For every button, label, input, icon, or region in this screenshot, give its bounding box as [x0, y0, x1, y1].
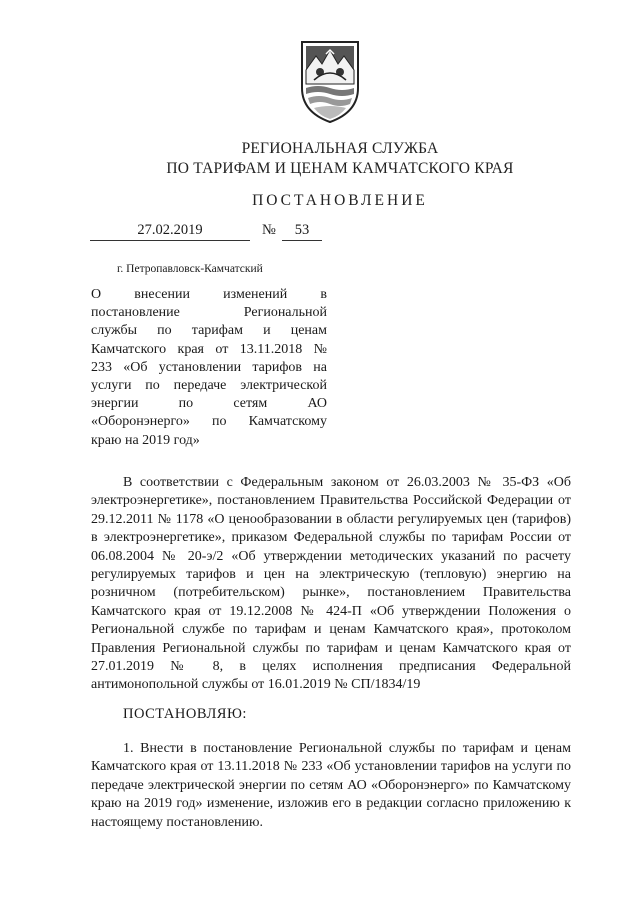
subject-line: О внесении изменений в	[91, 287, 327, 302]
preamble-line: В соответствии с Федеральным законом от 26.03.2003 № 35-ФЗ «Об	[123, 475, 571, 490]
preamble-paragraph	[91, 474, 571, 695]
preamble-line: 27.01.2019 № 8, в целях исполнения предписания Федеральной	[91, 659, 571, 675]
preamble-line: 06.08.2004 № 20-э/2 «Об утверждении методических указаний по расчету	[91, 548, 571, 564]
preamble-line: розничном (потребительском) рынке», постановлением Правительства	[91, 585, 571, 601]
preamble-line: регулируемых тарифов и цен на электрическую (тепловую) энергию на	[91, 567, 571, 583]
preamble-line: 29.12.2011 № 1178 «О ценообразовании в области регулируемых цен (тарифов)	[91, 511, 571, 527]
subject-line: 233 «Об установлении тарифов на	[91, 359, 327, 375]
subject-line: энергии по сетям АО	[91, 396, 327, 412]
subject-line: службы по тарифам и ценам	[91, 323, 327, 339]
subject-line: краю на 2019 год»	[91, 432, 200, 448]
preamble-line: Региональной службе по тарифам и ценам Камчатского края», протоколом	[91, 622, 571, 638]
preamble-line: электроэнергетике», постановлением Правительства Российской Федерации от	[91, 493, 571, 509]
decree-word: ПОСТАНОВЛЯЮ:	[123, 706, 247, 722]
org-title-line1: РЕГИОНАЛЬНАЯ СЛУЖБА	[241, 140, 439, 157]
kamchatka-emblem-icon	[298, 36, 362, 124]
item1-line: настоящему постановлению.	[91, 814, 263, 830]
preamble-line: в электроэнергетике», приказом Федеральной службы по тарифам России от	[91, 530, 571, 546]
subject-line: постановление Региональной	[91, 305, 327, 321]
document-type-title: ПОСТАНОВЛЕНИЕ	[252, 192, 428, 209]
document-number: 53	[282, 222, 322, 241]
subject-block	[91, 286, 327, 450]
item1-line: 1. Внести в постановление Региональной службы по тарифам и ценам	[123, 741, 571, 756]
preamble-line: Камчатского края от 19.12.2008 № 424-П «Об утверждении Положения о	[91, 603, 571, 619]
org-title-line2: ПО ТАРИФАМ И ЦЕНАМ КАМЧАТСКОГО КРАЯ	[166, 160, 514, 177]
document-date: 27.02.2019	[90, 222, 250, 241]
preamble-line: антимонопольной службы от 16.01.2019 № СП/1834/19	[91, 677, 421, 693]
item1-line: передаче электрической энергии по сетям АО «Оборонэнерго» по Камчатскому	[91, 777, 571, 793]
preamble-line: Правления Региональной службы по тарифам и ценам Камчатского края от	[91, 640, 571, 656]
subject-line: Камчатского края от 13.11.2018 №	[91, 341, 327, 357]
city-name: г. Петропавловск-Камчатский	[117, 263, 263, 275]
subject-line: «Оборонэнерго» по Камчатскому	[91, 414, 327, 430]
item1-paragraph	[91, 740, 571, 832]
item1-line: краю на 2019 год» изменение, изложив его в редакции согласно приложению к	[91, 796, 571, 812]
number-sign: №	[262, 222, 276, 238]
item1-line: Камчатского края от 13.11.2018 № 233 «Об установлении тарифов на услуги по	[91, 759, 571, 775]
subject-line: услуги по передаче электрической	[91, 378, 327, 394]
